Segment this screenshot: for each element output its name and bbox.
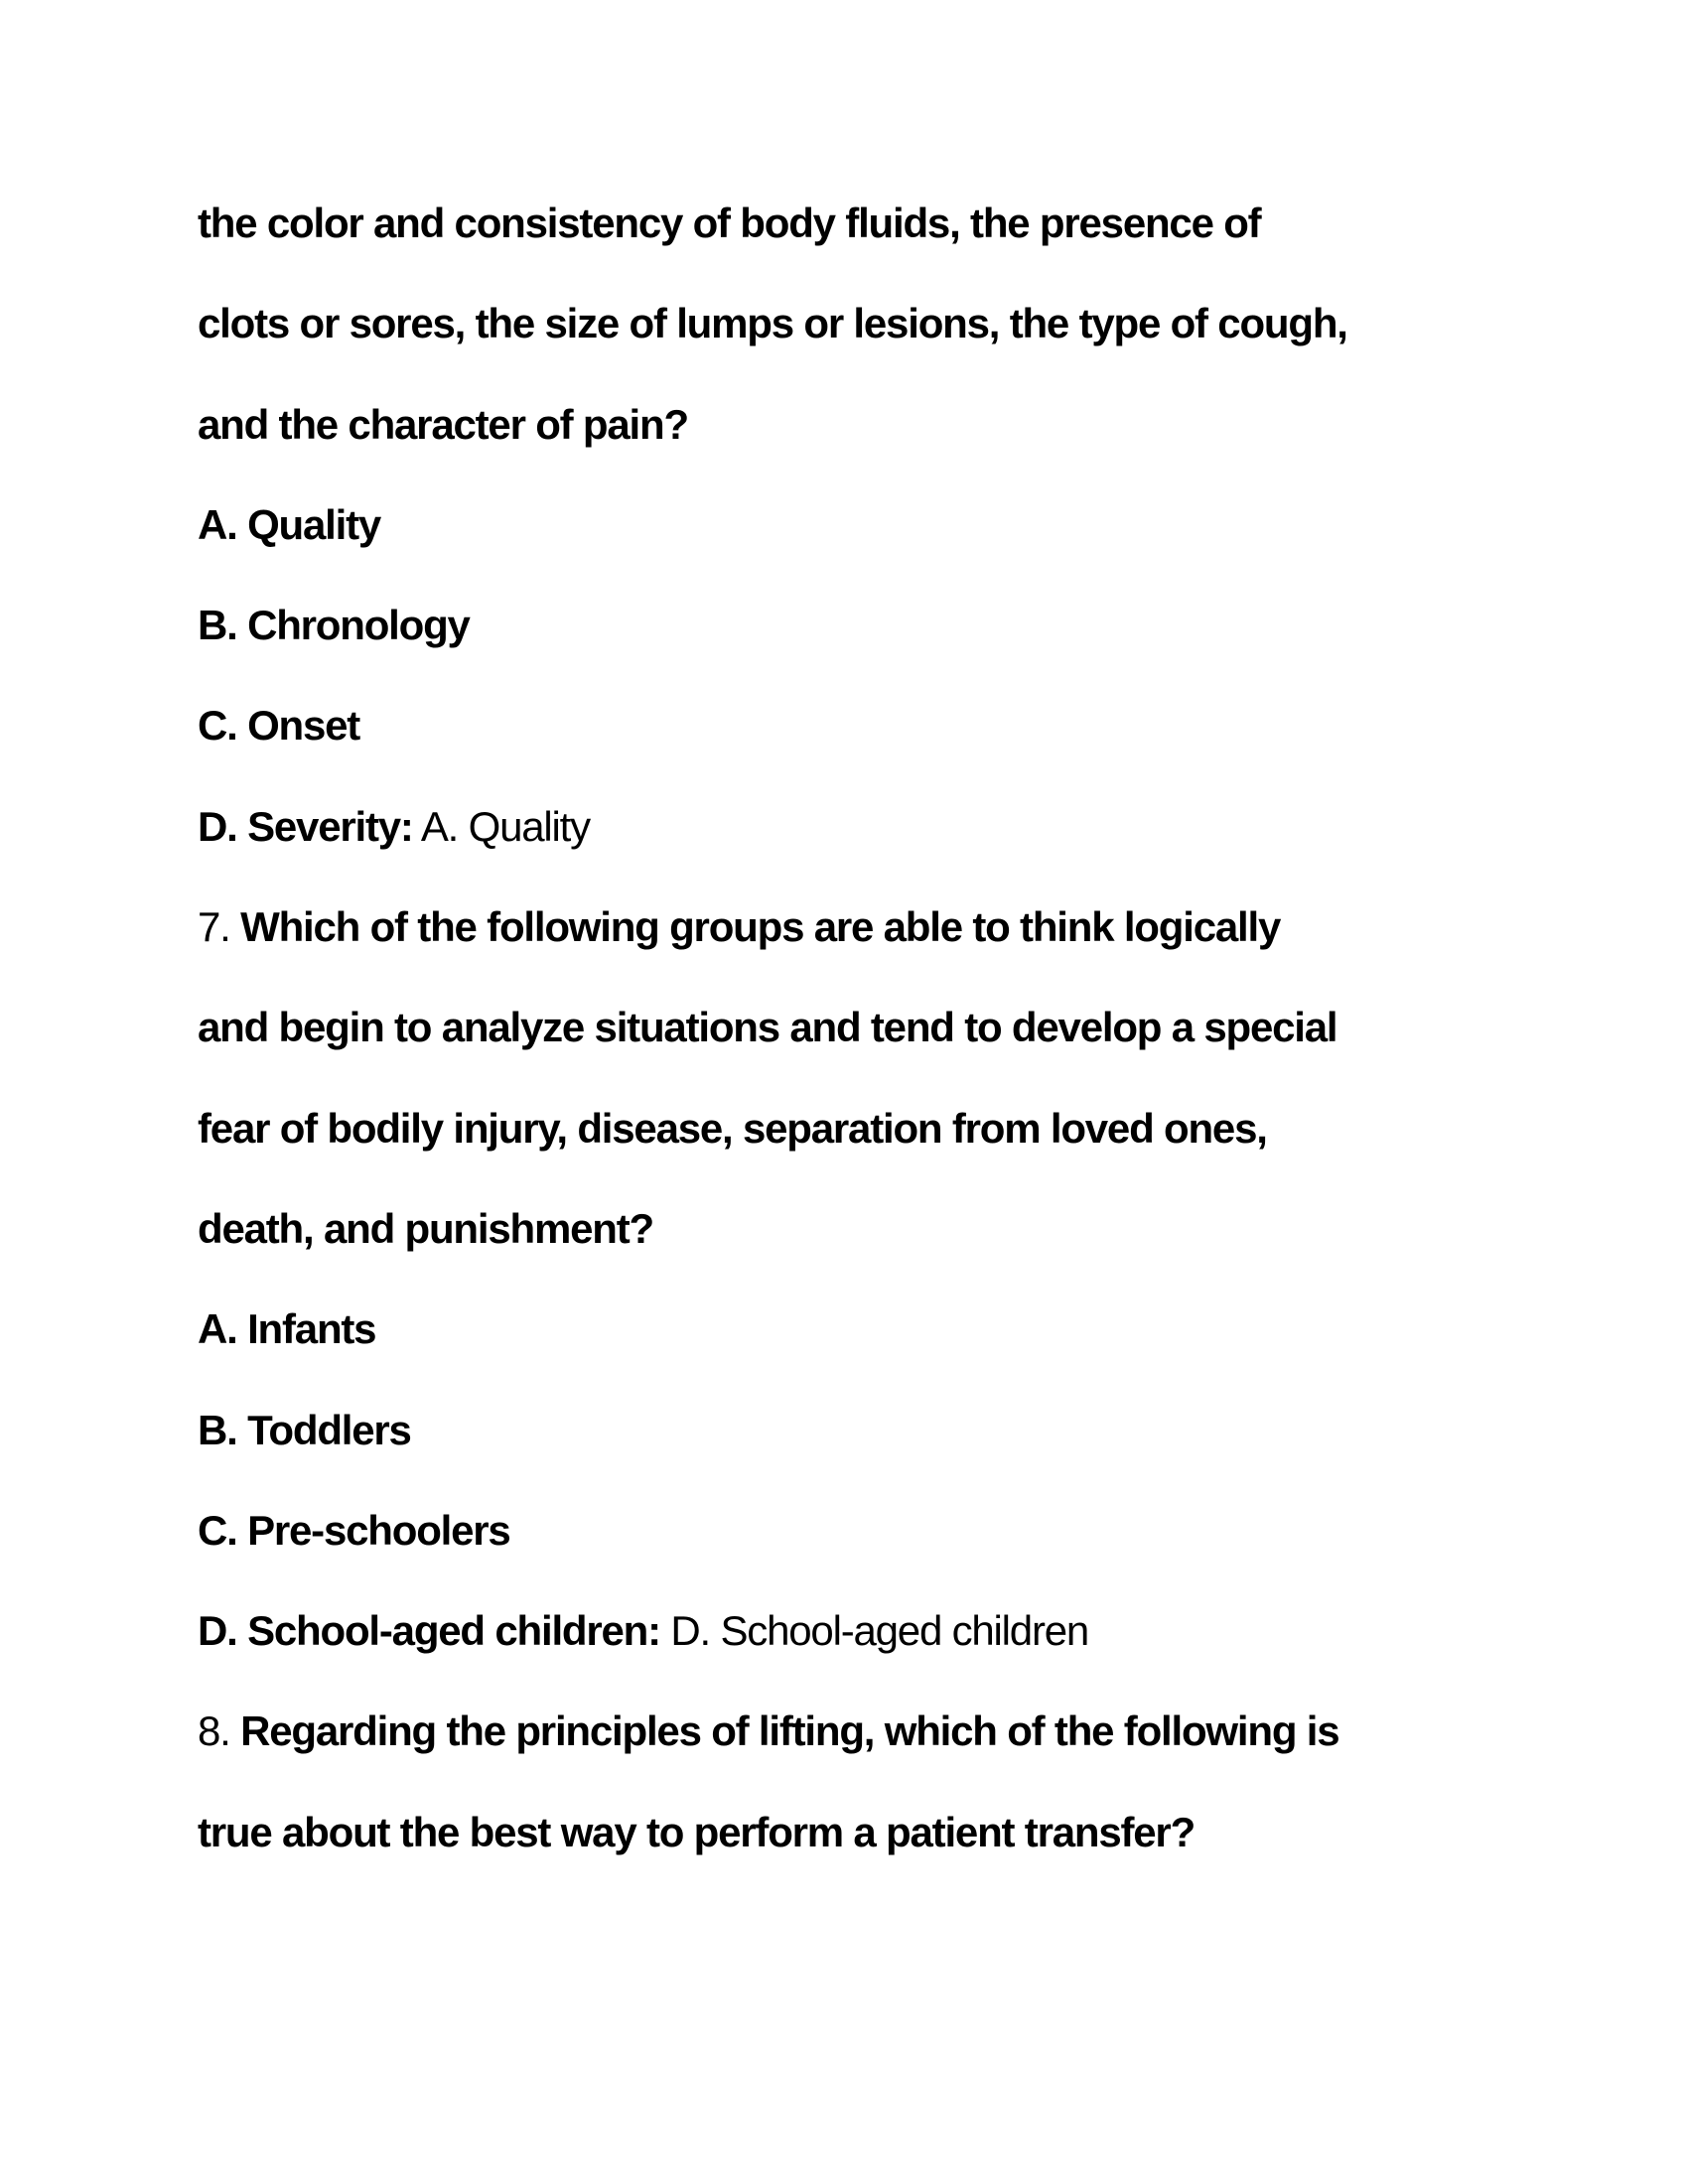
option-text: B. Toddlers [198, 1406, 411, 1453]
stem-text: death, and punishment? [198, 1204, 653, 1252]
option-d [198, 1580, 1528, 1681]
answer: A. Quality [420, 802, 590, 850]
option-a [198, 1279, 1528, 1379]
stem-text: and begin to analyze situations and tend to develop a special [198, 1004, 1337, 1051]
option-b [198, 1380, 1528, 1480]
question-stem-line [198, 374, 1528, 475]
question-stem-line [198, 1782, 1528, 1882]
stem-text: Regarding the principles of lifting, which of the following is [240, 1707, 1339, 1755]
option-text: D. School-aged children: [198, 1607, 660, 1655]
question-8 [198, 1681, 1528, 1882]
option-text: D. Severity: [198, 802, 413, 850]
stem-text: true about the best way to perform a patient transfer? [198, 1808, 1196, 1855]
option-text: C. Pre-schoolers [198, 1506, 510, 1554]
question-number: 7. [198, 903, 230, 951]
stem-text: fear of bodily injury, disease, separation from loved ones, [198, 1104, 1267, 1152]
option-text: C. Onset [198, 702, 360, 750]
option-text: A. Infants [198, 1305, 376, 1353]
option-a [198, 475, 1528, 575]
question-stem-line [198, 977, 1528, 1077]
option-text: B. Chronology [198, 602, 470, 649]
question-6 [198, 173, 1528, 877]
option-c [198, 1480, 1528, 1580]
option-text: A. Quality [198, 500, 381, 548]
stem-text: and the character of pain? [198, 400, 688, 448]
question-stem-line [198, 173, 1528, 273]
question-number: 8. [198, 1707, 230, 1755]
option-b [198, 575, 1528, 675]
question-stem-line [198, 877, 1528, 977]
stem-text: Which of the following groups are able to think logically [240, 903, 1281, 951]
option-c [198, 675, 1528, 775]
option-d [198, 776, 1528, 877]
question-stem-line [198, 273, 1528, 373]
question-stem-line [198, 1078, 1528, 1178]
question-7 [198, 877, 1528, 1681]
question-stem-line [198, 1178, 1528, 1279]
document-page [198, 173, 1528, 1882]
stem-text: the color and consistency of body fluids, the presence of [198, 200, 1261, 246]
stem-text: clots or sores, the size of lumps or lesions, the type of cough, [198, 300, 1347, 347]
question-stem-line [198, 1681, 1528, 1781]
answer: D. School-aged children [670, 1607, 1089, 1655]
